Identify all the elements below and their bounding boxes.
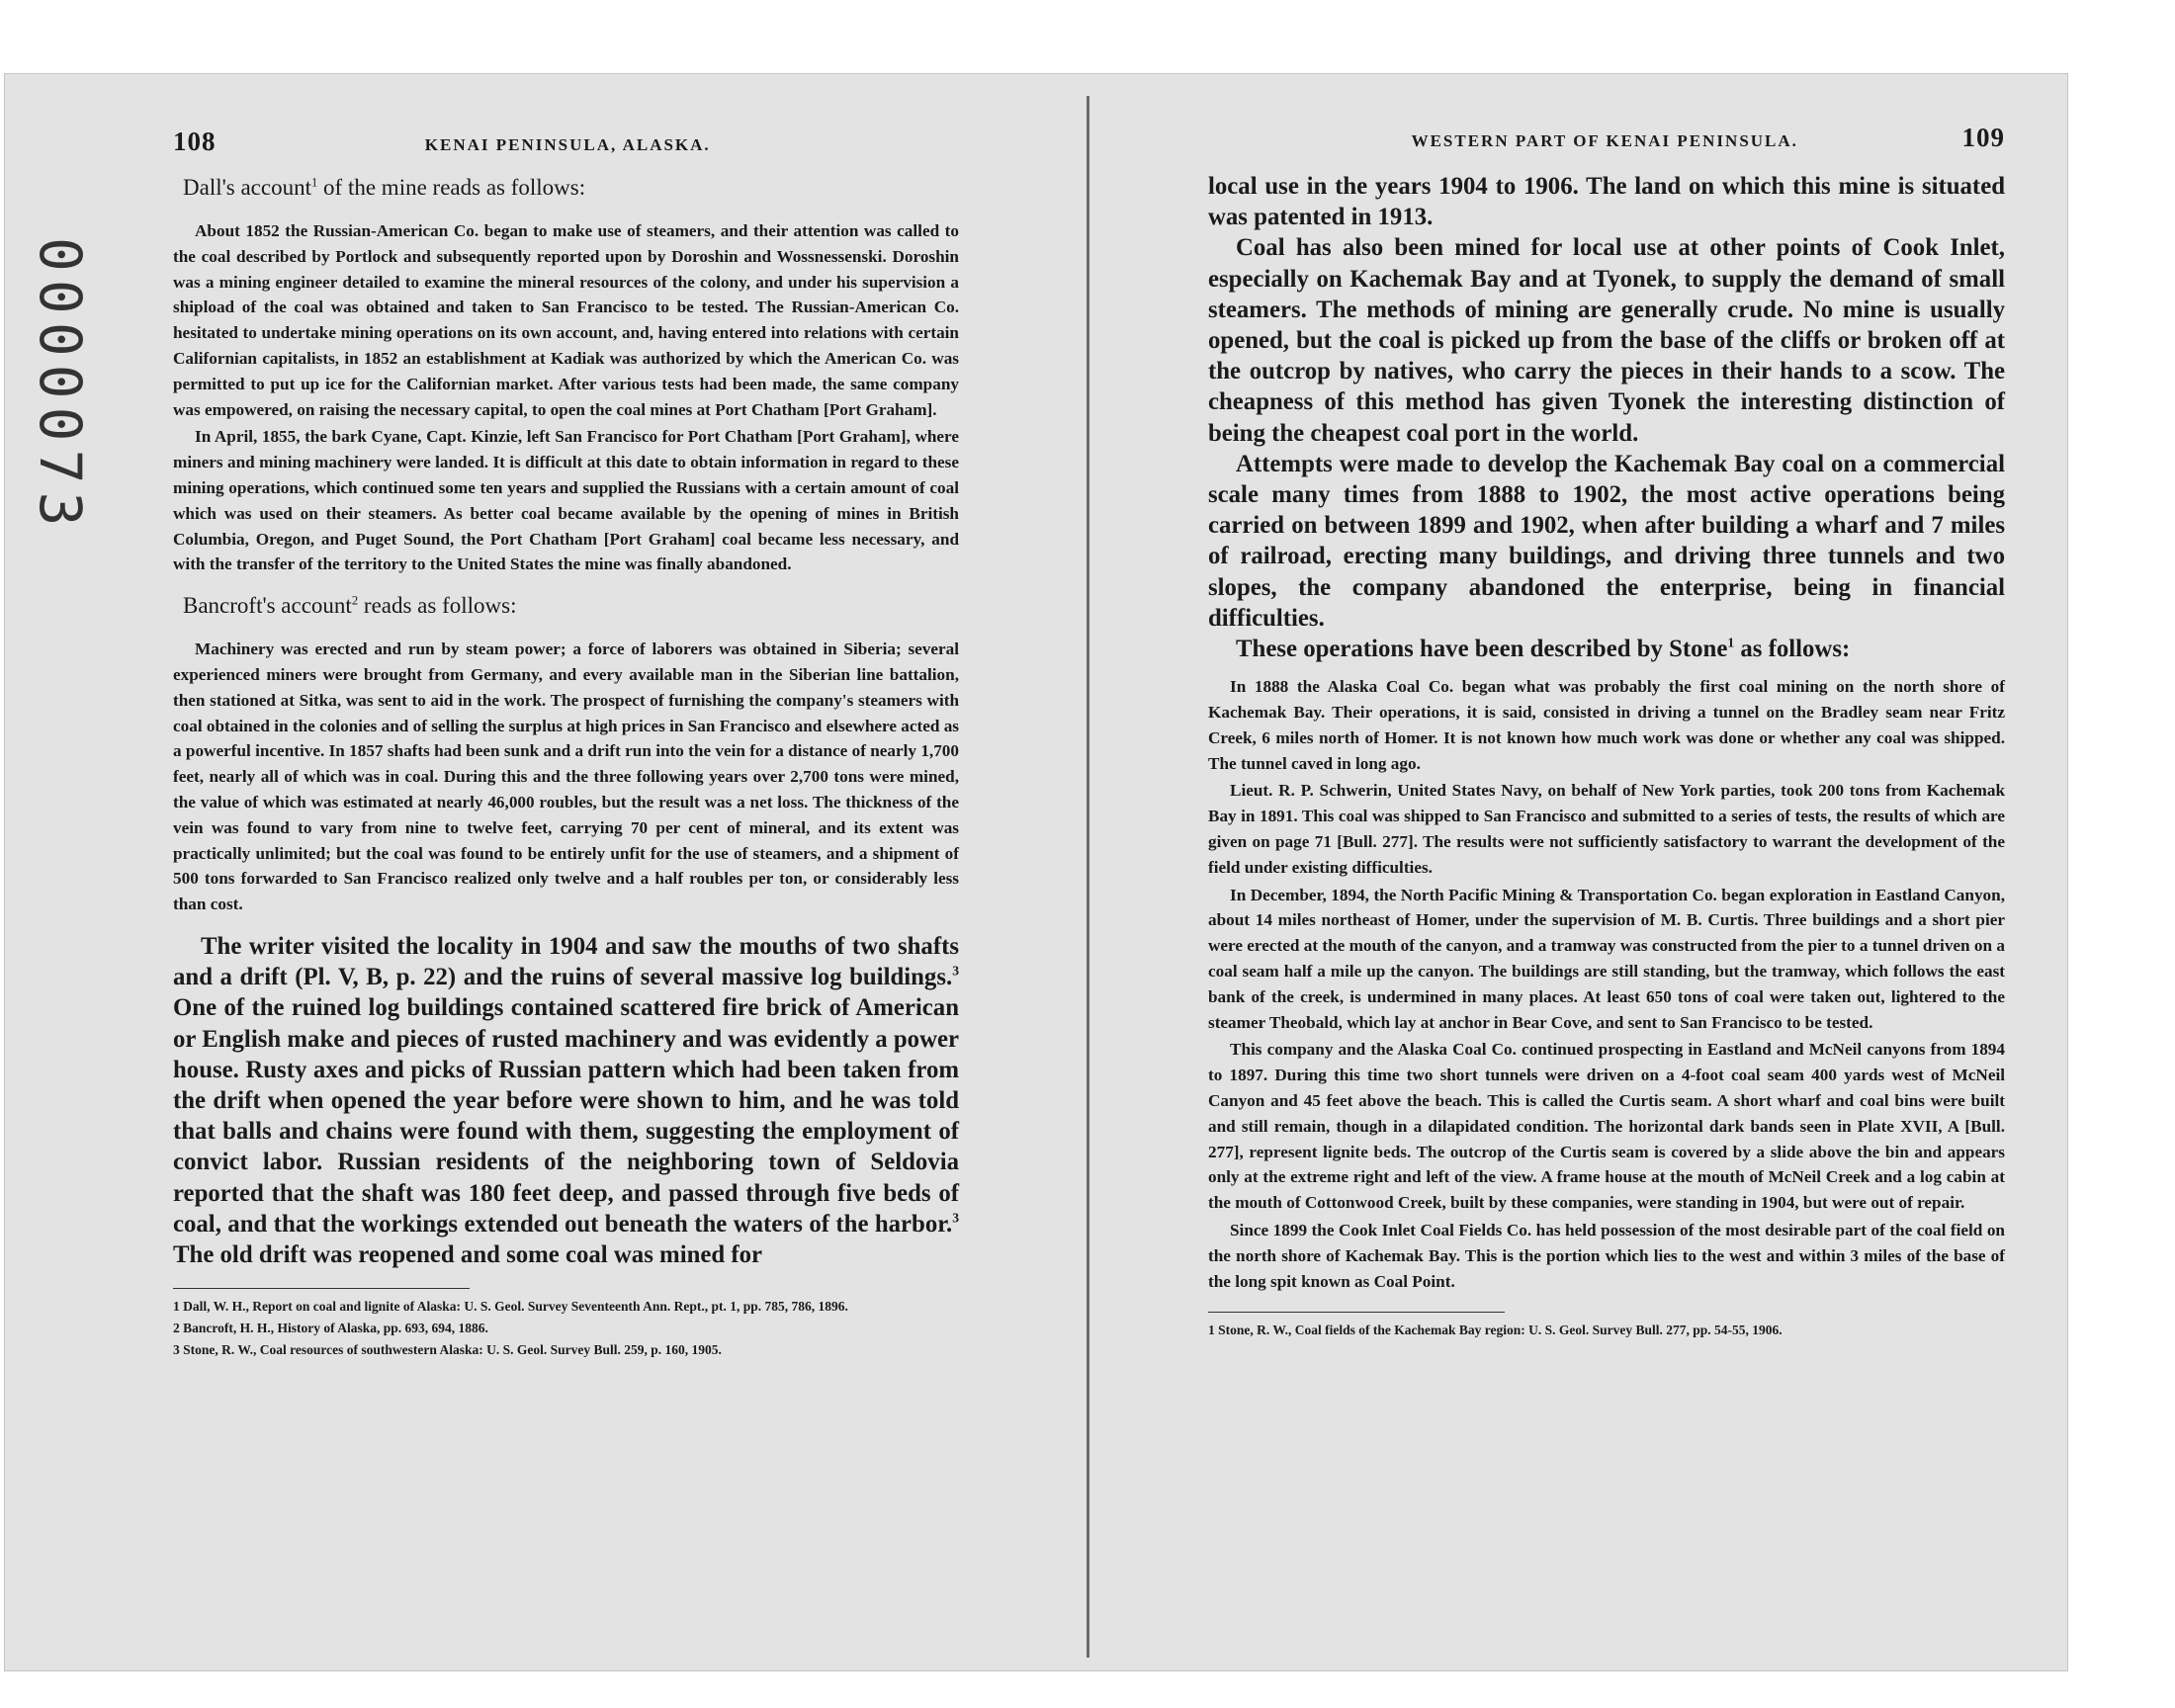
quote-paragraph: In December, 1894, the North Pacific Mining & Transportation Co. began exploration in Eastland Canyon, about 14 miles northeast of Homer, under the supervision of M. B. Curtis. Three buildings and a short pier were erected at the mouth of the canyon, and a tramway was constructed from the pier to a tunnel driven on a coal seam half a mile up the canyon. The buildings are still standing, but the tramway, which follows the east bank of the creek, is undermined in many places. At least 650 tons of coal were taken out, lightered to the steamer Theobald, which lay at anchor in Bear Cove, and sent to San Francisco to be tested. bbox=[1208, 885, 2005, 1032]
body-left bbox=[173, 931, 959, 1270]
quote-paragraph: About 1852 the Russian-American Co. began to make use of steamers, and their attention was called to the coal described by Portlock and subsequently reported upon by Doroshin and Wossnessenski. Doroshin was a mining engineer detailed to examine the mineral resources of the colony, and under his supervision a shipload of the coal was obtained and taken to San Francisco to be tested. The Russian-American Co. hesitated to undertake mining operations on its own account, and, having entered into relations with certain Californian capitalists, in 1852 an establishment at Kadiak was authorized by which the American Co. was permitted to put up ice for the Californian market. After various tests had been made, the same company was empowered, on raising the necessary capital, to open the coal mines at Port Chatham [Port Graham]. bbox=[173, 221, 959, 419]
intro-bancroft: Bancroft's account$^2$ reads as follows: bbox=[183, 593, 517, 619]
intro-dall: Dall's account$^1$ of the mine reads as follows: bbox=[183, 175, 586, 200]
quote-bancroft bbox=[173, 637, 959, 917]
quote-stone bbox=[1208, 674, 2005, 1294]
body-paragraph: Attempts were made to develop the Kachemak Bay coal on a commercial scale many times from 1888 to 1902, the most active operations being carried on between 1899 and 1902, when after building a wharf and 7 miles of railroad, erecting many buildings, and driving three tunnels and two slopes, the company abandoned the enterprise, being in financial difficulties. bbox=[1208, 450, 2005, 632]
footnotes-right bbox=[1208, 1321, 2005, 1340]
quote-dall bbox=[173, 218, 959, 577]
running-head-right: WESTERN PART OF KENAI PENINSULA. bbox=[1411, 131, 1798, 150]
quote-paragraph: Since 1899 the Cook Inlet Coal Fields Co. has held possession of the most desirable part of the coal field on the north shore of Kachemak Bay. This is the portion which lies to the west and within 3 miles of the base of the long spit known as Coal Point. bbox=[1208, 1220, 2005, 1291]
page-gutter bbox=[1087, 96, 1089, 1658]
intro-stone: These operations have been described by Stone$^1$ as follows: bbox=[1236, 635, 1851, 663]
body-paragraph: Coal has also been mined for local use at other points of Cook Inlet, especially on Kachemak Bay and at Tyonek, to supply the demand of small steamers. The methods of mining are generally crude. No mine is usually opened, but the coal is picked up from the base of the cliffs or broken off at the outcrop by natives, who carry the pieces in their hands to a scow. The cheapness of this method has given Tyonek the interesting distinction of being the cheapest coal port in the world. bbox=[1208, 234, 2005, 447]
right-header bbox=[1208, 123, 2005, 153]
right-page bbox=[1208, 123, 2005, 1342]
footnote: 1 Dall, W. H., Report on coal and lignite of Alaska: U. S. Geol. Survey Seventeenth Ann. Rept., pt. 1, pp. 785, 786, 1896. bbox=[173, 1299, 848, 1315]
quote-paragraph: In April, 1855, the bark Cyane, Capt. Kinzie, left San Francisco for Port Chatham [Port Graham], where miners and mining machinery were landed. It is difficult at this date to obtain information in regard to these mining operations, which continued some ten years and supplied the Russians with a certain amount of coal which was used on their steamers. As better coal became available by the opening of mines in British Columbia, Oregon, and Puget Sound, the Port Chatham [Port Graham] coal became less necessary, and with the transfer of the territory to the United States the mine was finally abandoned. bbox=[173, 427, 959, 574]
left-page bbox=[173, 127, 959, 1362]
archive-stamp: 0000073 bbox=[27, 237, 94, 535]
footnote: 2 Bancroft, H. H., History of Alaska, pp. 693, 694, 1886. bbox=[173, 1321, 488, 1336]
footnotes-left bbox=[173, 1297, 959, 1360]
body-paragraph: local use in the years 1904 to 1906. The land on which this mine is situated was patented in 1913. bbox=[1208, 173, 2005, 231]
footnote-rule bbox=[1208, 1312, 1505, 1313]
footnote-rule bbox=[173, 1288, 470, 1289]
footnote: 3 Stone, R. W., Coal resources of southwestern Alaska: U. S. Geol. Survey Bull. 259, p. 160, 1905. bbox=[173, 1342, 722, 1358]
quote-paragraph: Machinery was erected and run by steam power; a force of laborers was obtained in Siberia; several experienced miners were brought from Germany, and every available man in the Siberian line battalion, then stationed at Sitka, was sent to aid in the work. The prospect of furnishing the company's steamers with coal obtained in the colonies and of selling the surplus at high prices in San Francisco and elsewhere acted as a powerful incentive. In 1857 shafts had been sunk and a drift run into the vein for a distance of nearly 1,700 feet, nearly all of which was in coal. During this and the three following years over 2,700 tons were mined, the value of which was estimated at nearly 46,000 roubles, but the result was a net loss. The thickness of the vein was found to vary from nine to twelve feet, carrying 70 per cent of mineral, and its extent was practically unlimited; but the coal was found to be entirely unfit for the use of steamers, and a shipment of 500 tons forwarded to San Francisco realized only twelve and a half roubles per ton, or considerably less than cost. bbox=[173, 640, 959, 914]
left-header bbox=[173, 127, 959, 157]
quote-paragraph: In 1888 the Alaska Coal Co. began what was probably the first coal mining on the north shore of Kachemak Bay. Their operations, it is said, consisted in driving a tunnel on the Bradley seam near Fritz Creek, 6 miles north of Homer. It is not known how much work was done or whether any coal was shipped. The tunnel caved in long ago. bbox=[1208, 677, 2005, 773]
page-number-right: 109 bbox=[1961, 123, 2005, 152]
quote-paragraph: This company and the Alaska Coal Co. continued prospecting in Eastland and McNeil canyons from 1894 to 1897. During this time two short tunnels were driven on a 4-foot coal seam 400 yards west of McNeil Canyon and 45 feet above the beach. This is called the Curtis seam. A short wharf and coal bins were built and still remain, though in a dilapidated condition. The horizontal dark bands seen in Plate XVII, A [Bull. 277], represent lignite beds. The outcrop of the Curtis seam is covered by a slide above the bin and appears only at the extreme right and left of the view. A frame house at the mouth of McNeil Creek and a log cabin at the mouth of Cottonwood Creek, built by these companies, were standing in 1904, but were out of repair. bbox=[1208, 1040, 2005, 1213]
body-paragraph: The writer visited the locality in 1904 and saw the mouths of two shafts and a drift (Pl. V, B, p. 22) and the ruins of several massive log buildings.$^3$ One of the ruined log buildings contained scattered fire brick of American or English make and pieces of rusted machinery and was evidently a power house. Rusty axes and picks of Russian pattern which had been taken from the drift when opened the year before were shown to him, and he was told that balls and chains were found with them, suggesting the employment of convict labor. Russian residents of the neighboring town of Seldovia reported that the shaft was 180 feet deep, and passed through five beds of coal, and that the workings extended out beneath the waters of the harbor.$^3$ The old drift was reopened and some coal was mined for bbox=[173, 932, 959, 1268]
running-head-left: KENAI PENINSULA, ALASKA. bbox=[424, 135, 711, 154]
quote-paragraph: Lieut. R. P. Schwerin, United States Navy, on behalf of New York parties, took 200 tons from Kachemak Bay in 1891. This coal was shipped to San Francisco and submitted to a series of tests, the results of which are given on page 71 [Bull. 277]. The results were not sufficiently satisfactory to warrant the development of the field under existing difficulties. bbox=[1208, 781, 2005, 877]
page-number-left: 108 bbox=[173, 127, 217, 156]
body-right bbox=[1208, 171, 2005, 664]
footnote: 1 Stone, R. W., Coal fields of the Kachemak Bay region: U. S. Geol. Survey Bull. 277, pp. 54-55, 1906. bbox=[1208, 1323, 1783, 1338]
